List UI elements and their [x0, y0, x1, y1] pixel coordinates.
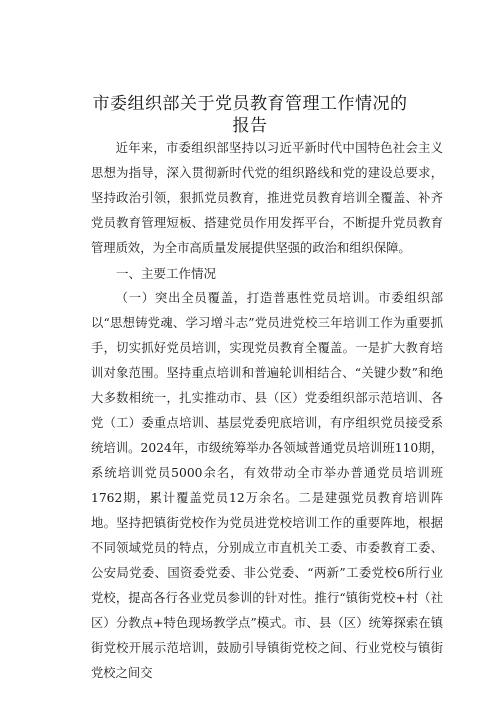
- section-heading-1: 一、主要工作情况: [116, 266, 217, 281]
- section-1-paragraph-1: （一）突出全员覆盖，打造普惠性党员培训。市委组织部以“思想铸党魂、学习增斗志”党员进党校三年培训工作为重要抓手，切实抓好党员培训，实现党员教育全覆盖。一是扩大教育培训对象范围。坚持重点培训和普遍轮训相结合、“关键少数”和绝大多数相统一，扎实推动市、县（区）党委组织部示范培训、各党（工）委重点培训、基层党委兜底培训，有序组织党员接受系统培训。2024年，市级统筹举办各领域普通党员培训班110期，系统培训党员5000余名，有效带动全市举办普通党员培训班1762期，累计覆盖党员12万余名。二是建强党员教育培训阵地。坚持把镇街党校作为党员进党校培训工作的重要阵地，根据不同领域党员的特点，分别成立市直机关工委、市委教育工委、公安局党委、国资委党委、非公党委、“两新”工委党校6所行业党校，提高各行各业党员参训的针对性。推行“镇街党校+村（社区）分教点+特色现场教学点”模式。市、县（区）统筹探索在镇街党校开展示范培训，鼓励引导镇街党校之间、行业党校与镇街党校之间交: [91, 291, 443, 680]
- intro-paragraph: 近年来，市委组织部坚持以习近平新时代中国特色社会主义思想为指导，深入贯彻新时代党的组织路线和党的建设总要求，坚持政治引领，狠抓党员教育，推进党员教育培训全覆盖、补齐党员教育管理短板、搭建党员作用发挥平台，不断提升党员教育管理质效，为全市高质量发展提供坚强的政治和组织保障。: [91, 141, 443, 255]
- document-title-line-2: 报告: [232, 116, 268, 136]
- document-title-line-1: 市委组织部关于党员教育管理工作情况的: [92, 94, 408, 114]
- document-body: [91, 136, 443, 686]
